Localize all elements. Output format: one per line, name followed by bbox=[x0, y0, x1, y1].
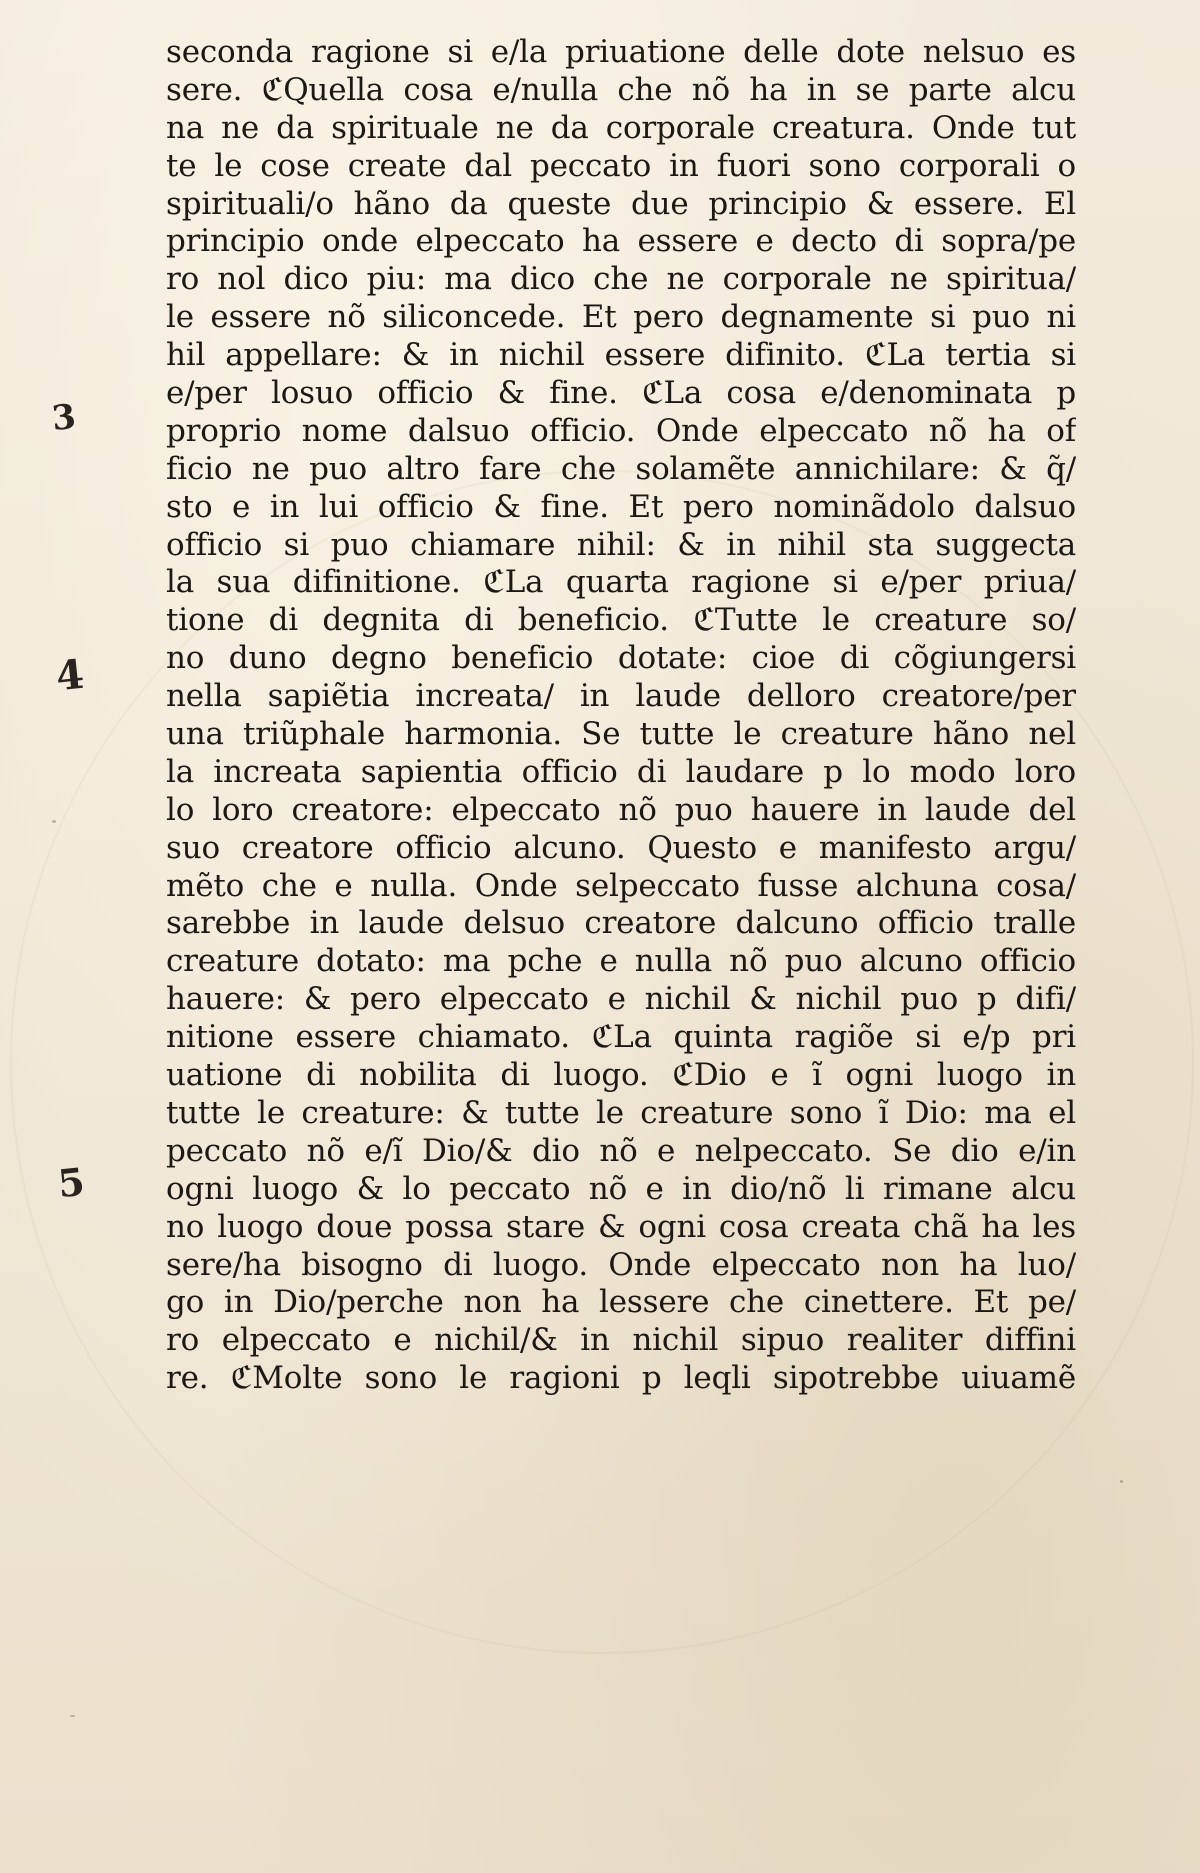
text-line: no luogo doue possa stare & ogni cosa creata chã ha les bbox=[166, 1208, 1076, 1245]
text-line: tione di degnita di beneficio. ℭTutte le creature so/ bbox=[166, 602, 1076, 639]
text-line: peccato nõ e/ĩ Dio/& dio nõ e nelpeccato. Se dio e/in bbox=[166, 1132, 1076, 1169]
text-line: le essere nõ siliconcede. Et pero degnamente si puo ni bbox=[166, 299, 1076, 336]
text-line: no duno degno beneficio dotate: cioe di cõgiungersi bbox=[166, 640, 1076, 677]
text-line: officio si puo chiamare nihil: & in nihil sta suggecta bbox=[166, 526, 1076, 563]
text-line: go in Dio/perche non ha lessere che cinettere. Et pe/ bbox=[166, 1284, 1076, 1321]
text-line: tutte le creature: & tutte le creature sono ĩ Dio: ma el bbox=[166, 1094, 1076, 1131]
text-line: sto e in lui officio & fine. Et pero nominãdolo dalsuo bbox=[166, 488, 1076, 525]
text-line: mẽto che e nulla. Onde selpeccato fusse alchuna cosa/ bbox=[166, 867, 1076, 904]
text-line: spirituali/o hãno da queste due principio & essere. El bbox=[166, 185, 1076, 222]
text-line: uatione di nobilita di luogo. ℭDio e ĩ ogni luogo in bbox=[166, 1057, 1076, 1094]
text-line: creature dotato: ma pche e nulla nõ puo alcuno officio bbox=[166, 943, 1076, 980]
text-line: te le cose create dal peccato in fuori sono corporali o bbox=[166, 147, 1076, 184]
text-line: sere. ℭQuella cosa e/nulla che nõ ha in se parte alcu bbox=[166, 71, 1076, 108]
text-line: proprio nome dalsuo officio. Onde elpeccato nõ ha of bbox=[166, 412, 1076, 449]
margin-number-5: 5 bbox=[55, 1158, 87, 1207]
text-line: ro nol dico piu: ma dico che ne corporale ne spiritua/ bbox=[166, 261, 1076, 298]
text-line: e/per losuo officio & fine. ℭLa cosa e/denominata p bbox=[166, 375, 1076, 412]
text-line: nitione essere chiamato. ℭLa quinta ragiõe si e/p pri bbox=[166, 1019, 1076, 1056]
text-line: ogni luogo & lo peccato nõ e in dio/nõ li rimane alcu bbox=[166, 1170, 1076, 1207]
text-line: la increata sapientia officio di laudare p lo modo loro bbox=[166, 753, 1076, 790]
text-line: ficio ne puo altro fare che solamẽte annichilare: & q̃/ bbox=[166, 450, 1076, 487]
text-line: lo loro creatore: elpeccato nõ puo hauere in laude del bbox=[166, 791, 1076, 828]
text-line: re. ℭMolte sono le ragioni p leqli sipotrebbe uiuamẽ bbox=[166, 1360, 1076, 1397]
margin-number-3: 3 bbox=[49, 396, 78, 440]
margin-number-4: 4 bbox=[53, 650, 87, 701]
text-line: nella sapiẽtia increata/ in laude delloro creatore/per bbox=[166, 678, 1076, 715]
text-line: hauere: & pero elpeccato e nichil & nichil puo p difi/ bbox=[166, 981, 1076, 1018]
paper-speck bbox=[52, 820, 56, 823]
body-text bbox=[166, 34, 1076, 1398]
text-line: na ne da spirituale ne da corporale creatura. Onde tut bbox=[166, 109, 1076, 146]
text-line: ro elpeccato e nichil/& in nichil sipuo realiter diffini bbox=[166, 1322, 1076, 1359]
text-line: principio onde elpeccato ha essere e decto di sopra/pe bbox=[166, 223, 1076, 260]
text-line: sarebbe in laude delsuo creatore dalcuno officio tralle bbox=[166, 905, 1076, 942]
paper-speck bbox=[1120, 1480, 1123, 1483]
text-line: seconda ragione si e/la priuatione delle dote nelsuo es bbox=[166, 34, 1076, 70]
text-line: la sua difinitione. ℭLa quarta ragione si e/per priua/ bbox=[166, 564, 1076, 601]
text-line: hil appellare: & in nichil essere difinito. ℭLa tertia si bbox=[166, 337, 1076, 374]
text-line: suo creatore officio alcuno. Questo e manifesto argu/ bbox=[166, 829, 1076, 866]
paper-speck bbox=[70, 1715, 75, 1717]
text-line: una triũphale harmonia. Se tutte le creature hãno nel bbox=[166, 716, 1076, 753]
text-line: sere/ha bisogno di luogo. Onde elpeccato non ha luo/ bbox=[166, 1246, 1076, 1283]
